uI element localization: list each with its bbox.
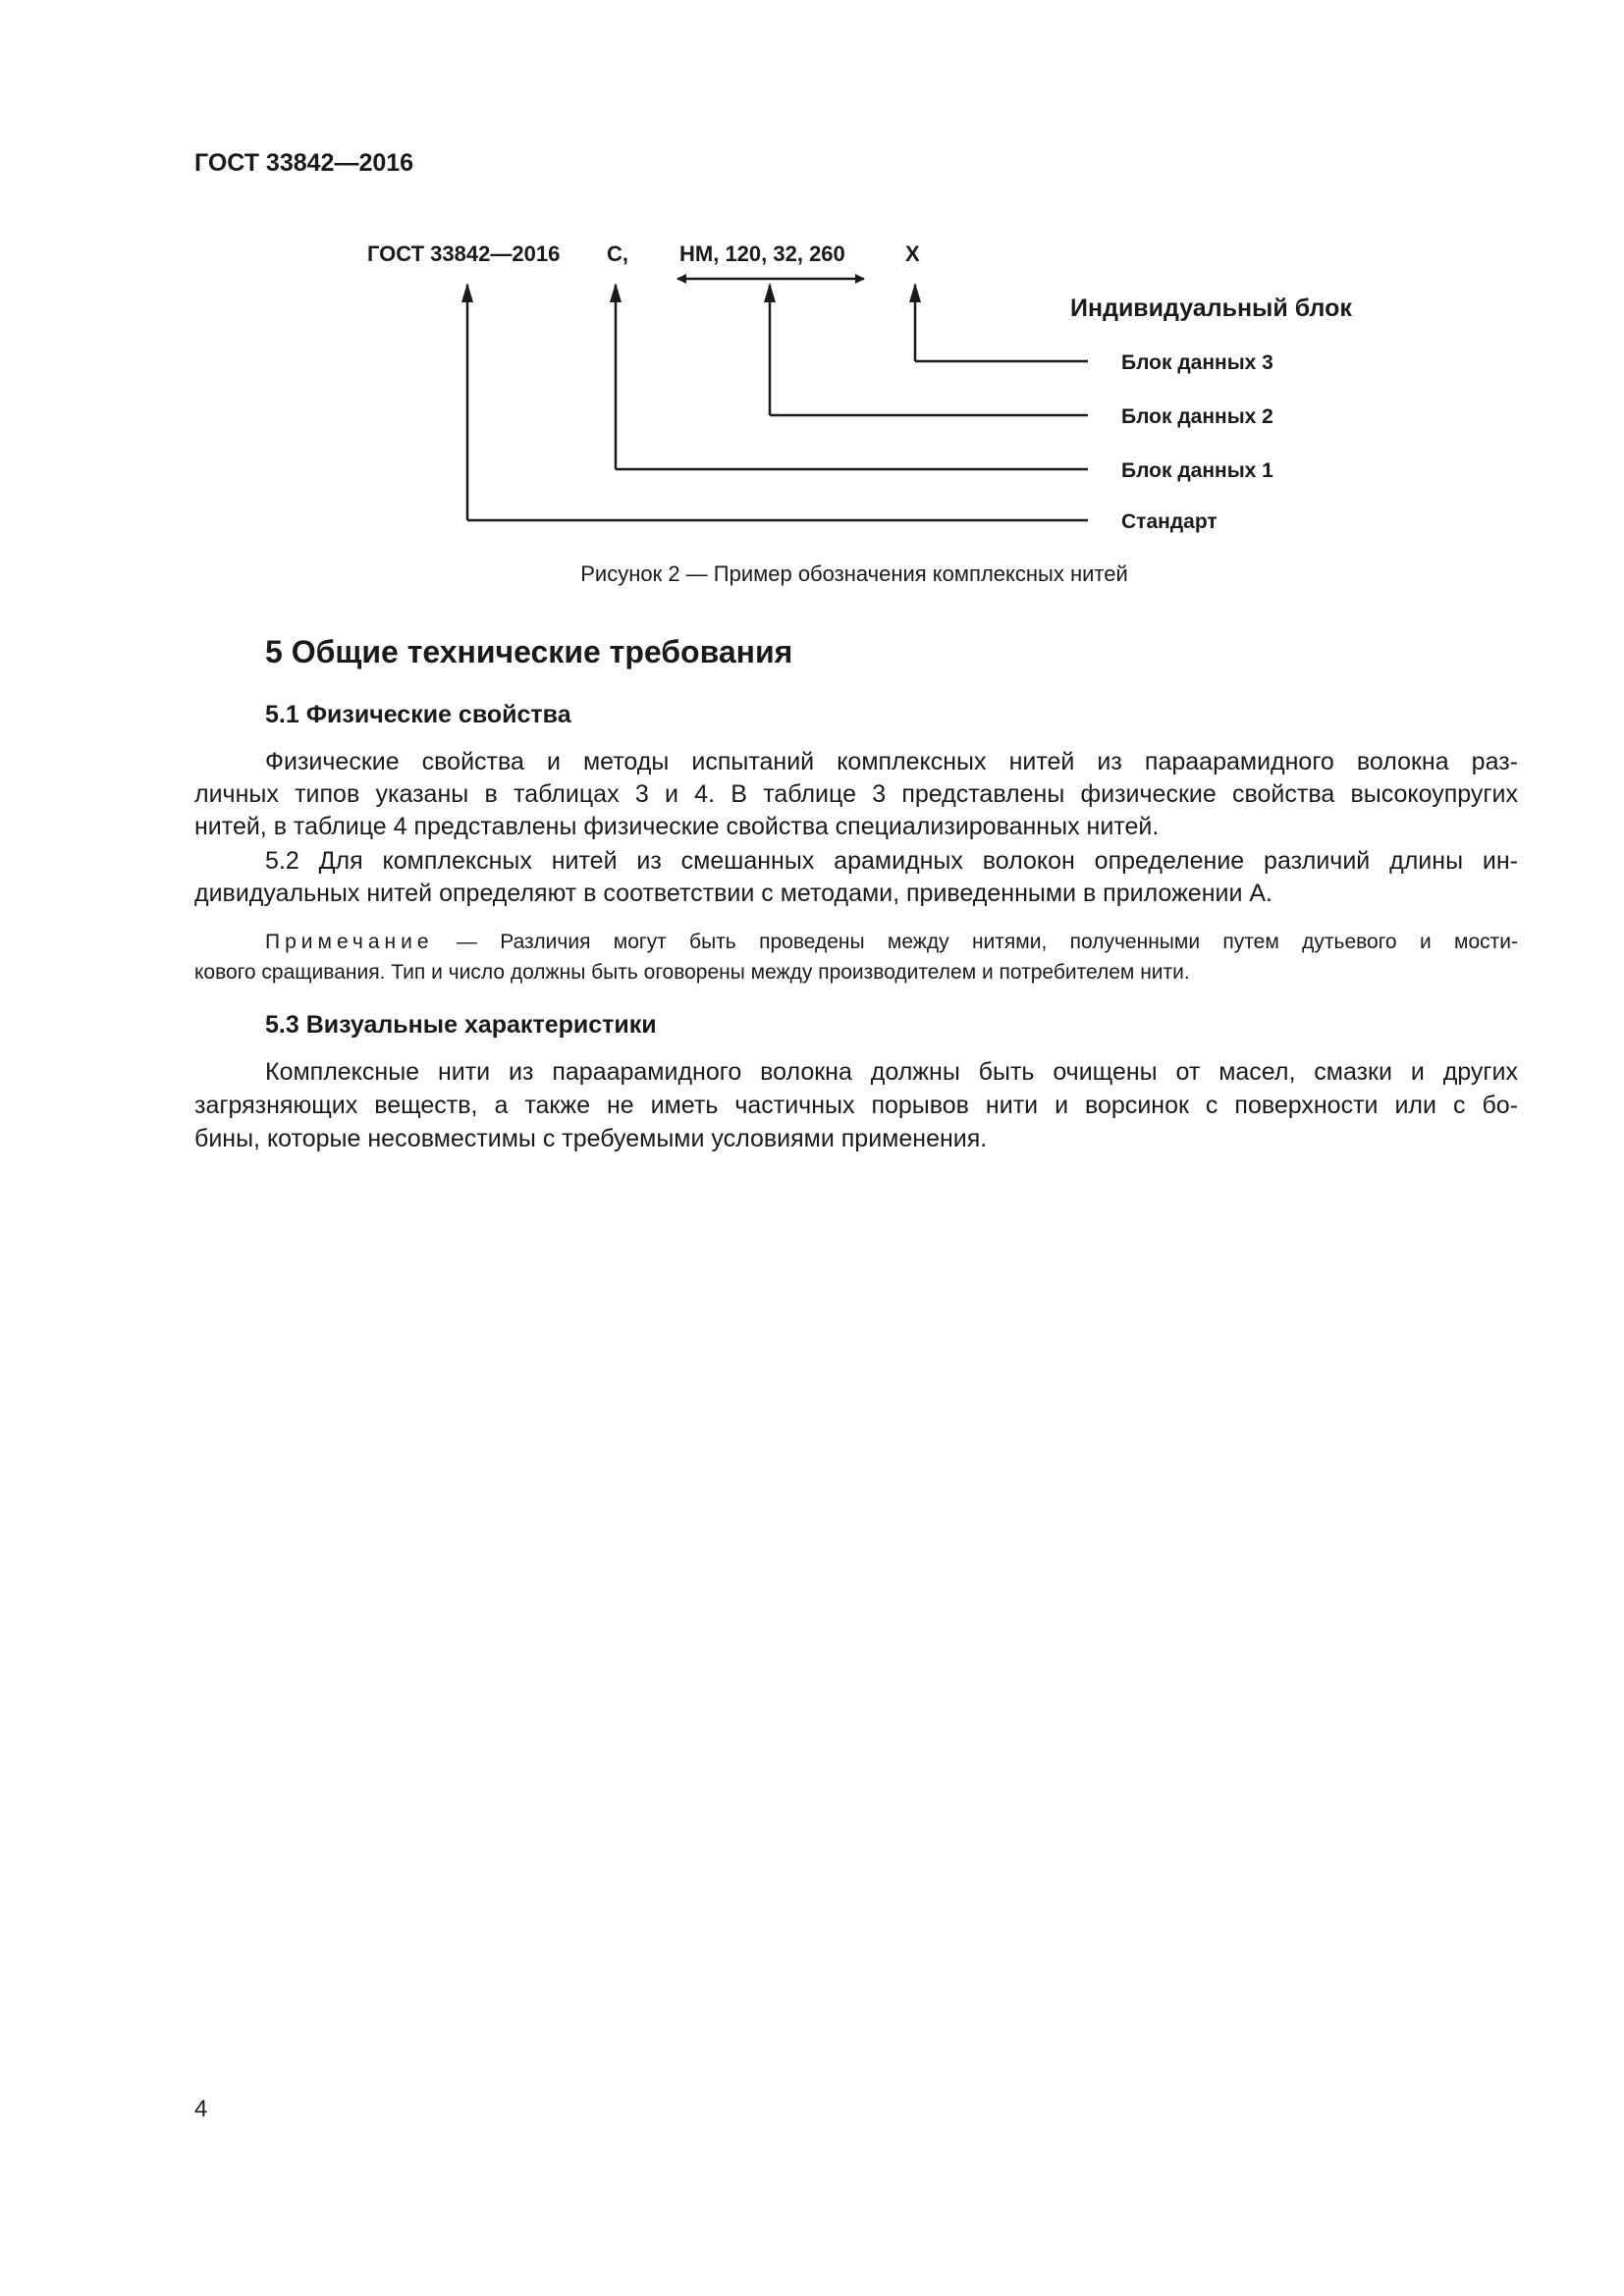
block1-leader-line	[616, 285, 1088, 469]
standard-arrowhead	[461, 283, 473, 302]
block3-leader-line	[915, 285, 1088, 361]
section-5-3-title: 5.3 Визуальные характеристики	[265, 1011, 657, 1039]
page-number: 4	[194, 2096, 208, 2122]
section-5-3-line-1: Комплексные нити из параарамидного волокна должны быть очищены от масел, смазки и других	[265, 1058, 1518, 1086]
block2-arrowhead	[764, 283, 776, 302]
note-label: Примечание	[265, 931, 434, 953]
block2-leader-line	[770, 285, 1088, 415]
section-5-3-line-2: загрязняющих веществ, а также не иметь частичных порывов нити и ворсинок с поверхности или с бо-	[194, 1092, 1518, 1119]
designation-block1: С,	[607, 241, 628, 266]
section-5-1-line-3: нитей, в таблице 4 представлены физические свойства специализированных нитей.	[194, 813, 1160, 840]
designation-block3: Х	[905, 241, 920, 266]
designation-standard: ГОСТ 33842—2016	[367, 241, 561, 266]
note-line-2: кового сращивания. Тип и число должны быть оговорены между производителем и потребителем нити.	[194, 961, 1190, 984]
note-text-1: Различия могут быть проведены между нитями, полученными путем дутьевого и мости-	[500, 931, 1518, 953]
block3-arrowhead	[909, 283, 921, 302]
document-header: ГОСТ 33842—2016	[194, 149, 414, 177]
section-5-2-line-2: дивидуальных нитей определяют в соответствии с методами, приведенными в приложении А.	[194, 880, 1272, 907]
section-5-title: 5 Общие технические требования	[265, 634, 793, 669]
section-5-3-line-3: бины, которые несовместимы с требуемыми условиями применения.	[194, 1125, 988, 1152]
designation-block2: НМ, 120, 32, 260	[679, 241, 845, 266]
label-data-block-2: Блок данных 2	[1121, 405, 1273, 428]
label-data-block-1: Блок данных 1	[1121, 459, 1273, 482]
standard-leader-line	[467, 285, 1088, 520]
section-5-1-title: 5.1 Физические свойства	[265, 701, 571, 728]
label-data-block-3: Блок данных 3	[1121, 351, 1273, 374]
section-5-2-line-1: 5.2 Для комплексных нитей из смешанных арамидных волокон определение различий длины ин-	[265, 847, 1518, 875]
note-line-1	[194, 927, 1518, 957]
figure-caption: Рисунок 2 — Пример обозначения комплексных нитей	[580, 561, 1128, 586]
block1-arrowhead	[610, 283, 622, 302]
label-standard: Стандарт	[1121, 510, 1218, 533]
note-dash: —	[433, 931, 501, 953]
section-5-1-line-2: личных типов указаны в таблицах 3 и 4. В таблице 3 представлены физические свойства высокоупругих	[194, 780, 1518, 808]
section-5-1-line-1: Физические свойства и методы испытаний комплексных нитей из параарамидного волокна раз-	[265, 748, 1518, 775]
designation-diagram	[0, 0, 1624, 589]
label-individual-block: Индивидуальный блок	[1070, 294, 1352, 322]
